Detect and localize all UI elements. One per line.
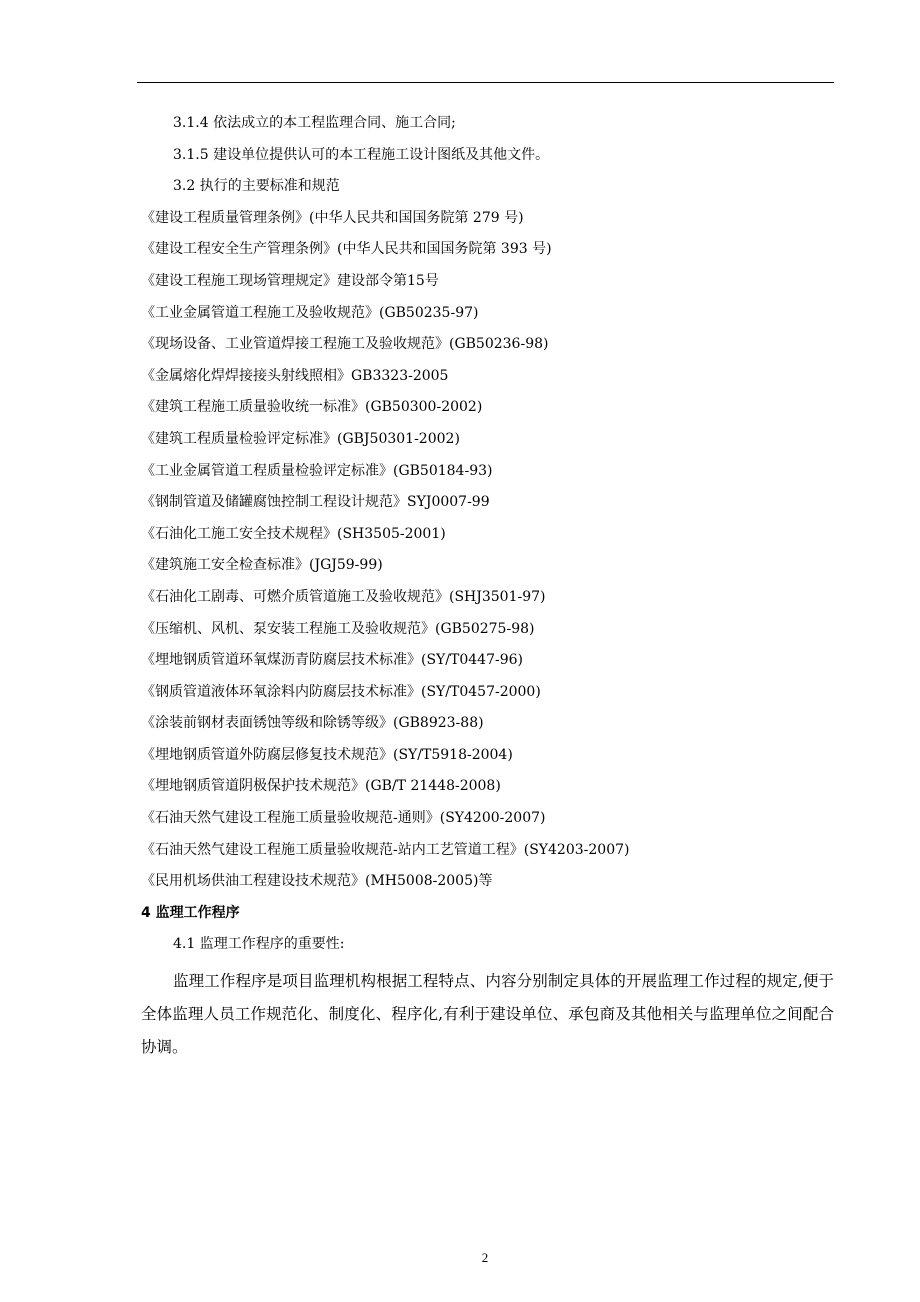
page-number: 2: [481, 1250, 489, 1265]
standard-item: 《埋地钢质管道阴极保护技术规范》(GB/T 21448-2008): [141, 778, 501, 795]
standard-item: 《工业金属管道工程质量检验评定标准》(GB50184-93): [141, 462, 493, 479]
standard-item: 《建筑施工安全检查标准》(JGJ59-99): [141, 557, 383, 574]
standard-item: 《建设工程施工现场管理规定》建设部令第15号: [141, 272, 439, 289]
standard-item: 《石油化工剧毒、可燃介质管道施工及验收规范》(SHJ3501-97): [141, 588, 546, 605]
section-4-1-subheading: 4.1 监理工作程序的重要性:: [173, 936, 345, 953]
header-rule: [137, 82, 834, 83]
standard-item: 《建设工程质量管理条例》(中华人民共和国国务院第 279 号): [141, 209, 524, 226]
standard-item: 《埋地钢质管道环氧煤沥青防腐层技术标准》(SY/T0447-96): [141, 652, 523, 669]
standard-item: 《埋地钢质管道外防腐层修复技术规范》(SY/T5918-2004): [141, 746, 513, 763]
standard-item: 《石油天然气建设工程施工质量验收规范-通则》(SY4200-2007): [141, 810, 546, 827]
section-4-heading: 4 监理工作程序: [141, 904, 240, 921]
standard-item: 《建筑工程质量检验评定标准》(GBJ50301-2002): [141, 430, 460, 447]
standard-item: 《石油天然气建设工程施工质量验收规范-站内工艺管道工程》(SY4203-2007): [141, 841, 630, 858]
standard-item: 《工业金属管道工程施工及验收规范》(GB50235-97): [141, 304, 479, 321]
standard-item: 《石油化工施工安全技术规程》(SH3505-2001): [141, 525, 446, 542]
clause-3-2-title: 3.2 执行的主要标准和规范: [173, 178, 340, 195]
standard-item: 《涂装前钢材表面锈蚀等级和除锈等级》(GB8923-88): [141, 715, 484, 732]
standard-item: 《建筑工程施工质量验收统一标准》(GB50300-2002): [141, 399, 483, 416]
standards-list: [141, 203, 834, 898]
section-4-1-paragraph: 监理工作程序是项目监理机构根据工程特点、内容分别制定具体的开展监理工作过程的规定,便于全体监理人员工作规范化、制度化、程序化,有利于建设单位、承包商及其他相关与监理单位之间配合协调。: [141, 972, 834, 1057]
clause-3-1-4: 3.1.4 依法成立的本工程监理合同、施工合同;: [173, 115, 456, 131]
standard-item: 《现场设备、工业管道焊接工程施工及验收规范》(GB50236-98): [141, 336, 549, 353]
standard-item: 《金属熔化焊焊接接头射线照相》GB3323-2005: [141, 367, 449, 384]
clause-3-1-5: 3.1.5 建设单位提供认可的本工程施工设计图纸及其他文件。: [173, 146, 550, 163]
standard-item: 《钢质管道液体环氧涂料内防腐层技术标准》(SY/T0457-2000): [141, 683, 541, 700]
standard-item: 《建设工程安全生产管理条例》(中华人民共和国国务院第 393 号): [141, 241, 552, 258]
standard-item: 《钢制管道及储罐腐蚀控制工程设计规范》SYJ0007-99: [141, 494, 490, 511]
standard-item: 《民用机场供油工程建设技术规范》(MH5008-2005)等: [141, 873, 493, 890]
standard-item: 《压缩机、风机、泵安装工程施工及验收规范》(GB50275-98): [141, 620, 535, 637]
document-body: [141, 108, 834, 1064]
